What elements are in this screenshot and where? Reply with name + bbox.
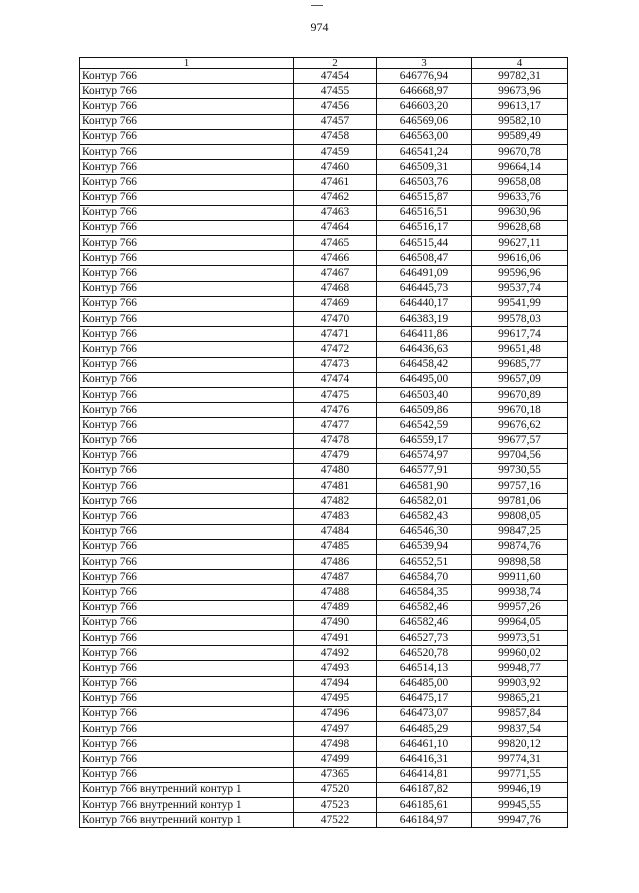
point-number-cell: 47470 [294,312,377,327]
contour-name-cell: Контур 766 [80,448,294,463]
x-coordinate-cell: 646514,13 [377,661,472,676]
y-coordinate-cell: 99704,56 [472,448,568,463]
x-coordinate-cell: 646383,19 [377,312,472,327]
table-row [80,479,568,494]
point-number-cell: 47477 [294,418,377,433]
contour-name-cell: Контур 766 [80,236,294,251]
point-number-cell: 47493 [294,661,377,676]
table-row [80,691,568,706]
contour-name-cell: Контур 766 [80,99,294,114]
y-coordinate-cell: 99945,55 [472,798,568,813]
point-number-cell: 47490 [294,615,377,630]
y-coordinate-cell: 99771,55 [472,767,568,782]
contour-name-cell: Контур 766 [80,661,294,676]
x-coordinate-cell: 646577,91 [377,463,472,478]
point-number-cell: 47459 [294,144,377,159]
x-coordinate-cell: 646473,07 [377,706,472,721]
point-number-cell: 47498 [294,737,377,752]
y-coordinate-cell: 99658,08 [472,175,568,190]
table-row [80,357,568,372]
point-number-cell: 47456 [294,99,377,114]
x-coordinate-cell: 646485,00 [377,676,472,691]
y-coordinate-cell: 99537,74 [472,281,568,296]
contour-name-cell: Контур 766 [80,251,294,266]
point-number-cell: 47495 [294,691,377,706]
contour-name-cell: Контур 766 [80,752,294,767]
x-coordinate-cell: 646520,78 [377,646,472,661]
point-number-cell: 47478 [294,433,377,448]
table-row [80,752,568,767]
contour-name-cell: Контур 766 внутренний контур 1 [80,782,294,797]
contour-name-cell: Контур 766 [80,372,294,387]
x-coordinate-cell: 646515,44 [377,236,472,251]
contour-name-cell: Контур 766 [80,296,294,311]
x-coordinate-cell: 646475,17 [377,691,472,706]
x-coordinate-cell: 646546,30 [377,524,472,539]
x-coordinate-cell: 646516,17 [377,220,472,235]
column-header-1: 1 [80,58,294,69]
table-row [80,251,568,266]
contour-name-cell: Контур 766 [80,205,294,220]
contour-name-cell: Контур 766 внутренний контур 1 [80,798,294,813]
y-coordinate-cell: 99613,17 [472,99,568,114]
table-row [80,600,568,615]
y-coordinate-cell: 99673,96 [472,84,568,99]
contour-name-cell: Контур 766 [80,281,294,296]
point-number-cell: 47492 [294,646,377,661]
table-row [80,281,568,296]
table-row [80,433,568,448]
point-number-cell: 47464 [294,220,377,235]
table-row [80,767,568,782]
contour-name-cell: Контур 766 [80,524,294,539]
point-number-cell: 47458 [294,129,377,144]
y-coordinate-cell: 99865,21 [472,691,568,706]
point-number-cell: 47523 [294,798,377,813]
x-coordinate-cell: 646509,86 [377,403,472,418]
point-number-cell: 47365 [294,767,377,782]
table-row [80,813,568,828]
table-row [80,114,568,129]
x-coordinate-cell: 646559,17 [377,433,472,448]
x-coordinate-cell: 646185,61 [377,798,472,813]
contour-name-cell: Контур 766 [80,114,294,129]
table-row [80,190,568,205]
point-number-cell: 47466 [294,251,377,266]
x-coordinate-cell: 646603,20 [377,99,472,114]
y-coordinate-cell: 99676,62 [472,418,568,433]
x-coordinate-cell: 646776,94 [377,69,472,84]
contour-name-cell: Контур 766 [80,144,294,159]
column-header-3: 3 [377,58,472,69]
point-number-cell: 47471 [294,327,377,342]
contour-name-cell: Контур 766 [80,433,294,448]
point-number-cell: 47461 [294,175,377,190]
point-number-cell: 47454 [294,69,377,84]
y-coordinate-cell: 99757,16 [472,479,568,494]
table-row [80,737,568,752]
y-coordinate-cell: 99957,26 [472,600,568,615]
contour-name-cell: Контур 766 [80,479,294,494]
table-row [80,296,568,311]
point-number-cell: 47460 [294,160,377,175]
x-coordinate-cell: 646495,00 [377,372,472,387]
contour-name-cell: Контур 766 [80,555,294,570]
x-coordinate-cell: 646584,70 [377,570,472,585]
y-coordinate-cell: 99948,77 [472,661,568,676]
table-row [80,312,568,327]
x-coordinate-cell: 646582,46 [377,615,472,630]
x-coordinate-cell: 646668,97 [377,84,472,99]
point-number-cell: 47462 [294,190,377,205]
x-coordinate-cell: 646582,46 [377,600,472,615]
point-number-cell: 47472 [294,342,377,357]
y-coordinate-cell: 99808,05 [472,509,568,524]
y-coordinate-cell: 99837,54 [472,722,568,737]
coordinates-table [79,57,568,828]
table-row [80,129,568,144]
y-coordinate-cell: 99627,11 [472,236,568,251]
y-coordinate-cell: 99685,77 [472,357,568,372]
y-coordinate-cell: 99628,68 [472,220,568,235]
table-body [80,58,568,828]
y-coordinate-cell: 99782,31 [472,69,568,84]
contour-name-cell: Контур 766 [80,676,294,691]
y-coordinate-cell: 99677,57 [472,433,568,448]
y-coordinate-cell: 99781,06 [472,494,568,509]
point-number-cell: 47463 [294,205,377,220]
point-number-cell: 47469 [294,296,377,311]
x-coordinate-cell: 646485,29 [377,722,472,737]
contour-name-cell: Контур 766 [80,387,294,402]
table-row [80,236,568,251]
y-coordinate-cell: 99617,74 [472,327,568,342]
x-coordinate-cell: 646503,40 [377,387,472,402]
table-row [80,676,568,691]
y-coordinate-cell: 99847,25 [472,524,568,539]
x-coordinate-cell: 646563,00 [377,129,472,144]
x-coordinate-cell: 646445,73 [377,281,472,296]
point-number-cell: 47499 [294,752,377,767]
table-row [80,798,568,813]
table-row [80,342,568,357]
point-number-cell: 47476 [294,403,377,418]
contour-name-cell: Контур 766 [80,722,294,737]
contour-name-cell: Контур 766 [80,342,294,357]
contour-name-cell: Контур 766 [80,509,294,524]
page-number: 974 [310,20,329,34]
x-coordinate-cell: 646539,94 [377,539,472,554]
point-number-cell: 47491 [294,630,377,645]
y-coordinate-cell: 99973,51 [472,630,568,645]
contour-name-cell: Контур 766 [80,266,294,281]
table-row [80,144,568,159]
x-coordinate-cell: 646527,73 [377,630,472,645]
table-row [80,175,568,190]
x-coordinate-cell: 646582,01 [377,494,472,509]
contour-name-cell: Контур 766 [80,129,294,144]
point-number-cell: 47467 [294,266,377,281]
point-number-cell: 47489 [294,600,377,615]
table-row [80,84,568,99]
column-header-4: 4 [472,58,568,69]
point-number-cell: 47522 [294,813,377,828]
x-coordinate-cell: 646582,43 [377,509,472,524]
x-coordinate-cell: 646436,63 [377,342,472,357]
table-row [80,706,568,721]
contour-name-cell: Контур 766 [80,767,294,782]
contour-name-cell: Контур 766 [80,69,294,84]
contour-name-cell: Контур 766 [80,600,294,615]
x-coordinate-cell: 646187,82 [377,782,472,797]
point-number-cell: 47496 [294,706,377,721]
point-number-cell: 47457 [294,114,377,129]
y-coordinate-cell: 99946,19 [472,782,568,797]
point-number-cell: 47474 [294,372,377,387]
x-coordinate-cell: 646508,47 [377,251,472,266]
x-coordinate-cell: 646503,76 [377,175,472,190]
x-coordinate-cell: 646516,51 [377,205,472,220]
x-coordinate-cell: 646515,87 [377,190,472,205]
x-coordinate-cell: 646414,81 [377,767,472,782]
table-row [80,418,568,433]
x-coordinate-cell: 646416,31 [377,752,472,767]
table-row [80,69,568,84]
y-coordinate-cell: 99938,74 [472,585,568,600]
y-coordinate-cell: 99670,78 [472,144,568,159]
y-coordinate-cell: 99651,48 [472,342,568,357]
x-coordinate-cell: 646440,17 [377,296,472,311]
table-row [80,555,568,570]
contour-name-cell: Контур 766 [80,403,294,418]
table-row [80,722,568,737]
point-number-cell: 47482 [294,494,377,509]
contour-name-cell: Контур 766 [80,615,294,630]
table-row [80,403,568,418]
point-number-cell: 47465 [294,236,377,251]
x-coordinate-cell: 646574,97 [377,448,472,463]
x-coordinate-cell: 646541,24 [377,144,472,159]
y-coordinate-cell: 99670,89 [472,387,568,402]
x-coordinate-cell: 646461,10 [377,737,472,752]
header-row [80,58,568,69]
y-coordinate-cell: 99960,02 [472,646,568,661]
y-coordinate-cell: 99664,14 [472,160,568,175]
point-number-cell: 47488 [294,585,377,600]
contour-name-cell: Контур 766 [80,706,294,721]
y-coordinate-cell: 99911,60 [472,570,568,585]
y-coordinate-cell: 99903,92 [472,676,568,691]
table-row [80,387,568,402]
y-coordinate-cell: 99582,10 [472,114,568,129]
table-row [80,99,568,114]
contour-name-cell: Контур 766 [80,585,294,600]
table-row [80,661,568,676]
y-coordinate-cell: 99630,96 [472,205,568,220]
point-number-cell: 47455 [294,84,377,99]
y-coordinate-cell: 99670,18 [472,403,568,418]
top-dash-mark [311,5,323,6]
y-coordinate-cell: 99898,58 [472,555,568,570]
table-row [80,327,568,342]
table-row [80,524,568,539]
contour-name-cell: Контур 766 [80,737,294,752]
x-coordinate-cell: 646552,51 [377,555,472,570]
point-number-cell: 47468 [294,281,377,296]
contour-name-cell: Контур 766 [80,691,294,706]
contour-name-cell: Контур 766 [80,357,294,372]
table-row [80,782,568,797]
contour-name-cell: Контур 766 [80,160,294,175]
y-coordinate-cell: 99657,09 [472,372,568,387]
y-coordinate-cell: 99578,03 [472,312,568,327]
point-number-cell: 47481 [294,479,377,494]
y-coordinate-cell: 99541,99 [472,296,568,311]
y-coordinate-cell: 99730,55 [472,463,568,478]
contour-name-cell: Контур 766 [80,220,294,235]
point-number-cell: 47479 [294,448,377,463]
y-coordinate-cell: 99857,84 [472,706,568,721]
contour-name-cell: Контур 766 [80,539,294,554]
table-row [80,220,568,235]
x-coordinate-cell: 646581,90 [377,479,472,494]
column-header-2: 2 [294,58,377,69]
table-row [80,630,568,645]
point-number-cell: 47497 [294,722,377,737]
point-number-cell: 47475 [294,387,377,402]
y-coordinate-cell: 99820,12 [472,737,568,752]
y-coordinate-cell: 99633,76 [472,190,568,205]
table-row [80,205,568,220]
contour-name-cell: Контур 766 [80,463,294,478]
y-coordinate-cell: 99774,31 [472,752,568,767]
contour-name-cell: Контур 766 [80,175,294,190]
point-number-cell: 47483 [294,509,377,524]
contour-name-cell: Контур 766 [80,494,294,509]
x-coordinate-cell: 646542,59 [377,418,472,433]
point-number-cell: 47485 [294,539,377,554]
y-coordinate-cell: 99964,05 [472,615,568,630]
contour-name-cell: Контур 766 [80,84,294,99]
contour-name-cell: Контур 766 внутренний контур 1 [80,813,294,828]
table-row [80,585,568,600]
x-coordinate-cell: 646509,31 [377,160,472,175]
table-row [80,570,568,585]
contour-name-cell: Контур 766 [80,190,294,205]
table-row [80,615,568,630]
contour-name-cell: Контур 766 [80,418,294,433]
y-coordinate-cell: 99596,96 [472,266,568,281]
contour-name-cell: Контур 766 [80,312,294,327]
table-row [80,463,568,478]
table-row [80,509,568,524]
y-coordinate-cell: 99947,76 [472,813,568,828]
contour-name-cell: Контур 766 [80,630,294,645]
table-row [80,266,568,281]
point-number-cell: 47520 [294,782,377,797]
table-row [80,646,568,661]
y-coordinate-cell: 99616,06 [472,251,568,266]
point-number-cell: 47494 [294,676,377,691]
x-coordinate-cell: 646584,35 [377,585,472,600]
point-number-cell: 47486 [294,555,377,570]
point-number-cell: 47487 [294,570,377,585]
point-number-cell: 47484 [294,524,377,539]
point-number-cell: 47480 [294,463,377,478]
contour-name-cell: Контур 766 [80,570,294,585]
contour-name-cell: Контур 766 [80,646,294,661]
y-coordinate-cell: 99874,76 [472,539,568,554]
table-row [80,372,568,387]
table-row [80,494,568,509]
x-coordinate-cell: 646411,86 [377,327,472,342]
x-coordinate-cell: 646184,97 [377,813,472,828]
table-row [80,448,568,463]
table-row [80,539,568,554]
x-coordinate-cell: 646458,42 [377,357,472,372]
y-coordinate-cell: 99589,49 [472,129,568,144]
contour-name-cell: Контур 766 [80,327,294,342]
point-number-cell: 47473 [294,357,377,372]
x-coordinate-cell: 646569,06 [377,114,472,129]
x-coordinate-cell: 646491,09 [377,266,472,281]
table-row [80,160,568,175]
